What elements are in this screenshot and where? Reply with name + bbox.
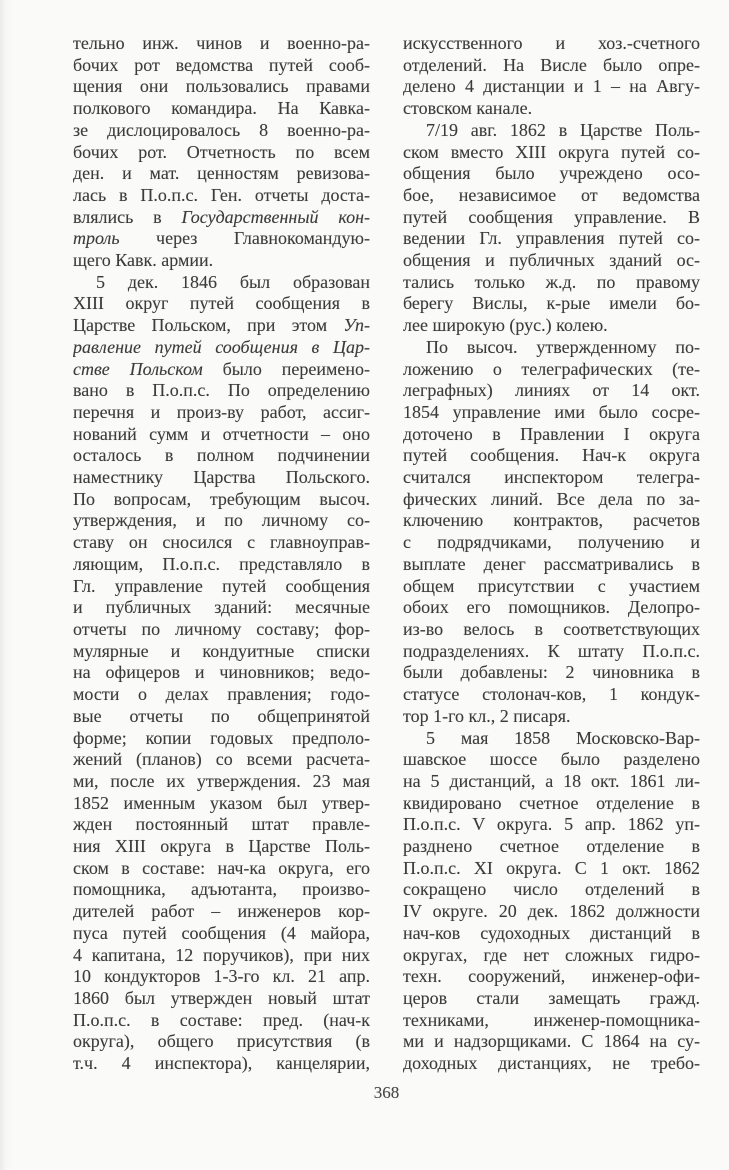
text-line bbox=[403, 576, 700, 598]
text-run: обоих его помощников. Делопро- bbox=[403, 597, 700, 618]
text-line bbox=[403, 684, 700, 706]
text-run: П.о.п.с. XI округа. С 1 окт. 1862 bbox=[403, 857, 700, 878]
text-run: лее широкую (рус.) колею. bbox=[403, 315, 608, 336]
text-line bbox=[403, 532, 700, 554]
text-run: 1852 именным указом был утвер- bbox=[73, 792, 370, 813]
text-line bbox=[73, 576, 370, 598]
text-line bbox=[73, 76, 370, 98]
text-run: щения они пользовались правами bbox=[73, 76, 370, 97]
text-line bbox=[403, 793, 700, 815]
italic-text: Уп- bbox=[343, 315, 370, 336]
text-run: По вопросам, требующим высоч. bbox=[73, 488, 370, 509]
text-line bbox=[403, 163, 700, 185]
text-line bbox=[403, 76, 700, 98]
text-line bbox=[403, 510, 700, 532]
text-line bbox=[73, 1031, 370, 1053]
text-line bbox=[73, 1010, 370, 1032]
text-run: тельно инж. чинов и военно-ра- bbox=[73, 33, 370, 53]
page-number: 368 bbox=[373, 1083, 400, 1102]
text-line bbox=[403, 55, 700, 77]
text-line bbox=[73, 55, 370, 77]
text-run: путей сообщения. Нач-к округа bbox=[403, 445, 700, 466]
text-line bbox=[403, 142, 700, 164]
text-run: на офицеров и чиновников; ведо- bbox=[73, 662, 370, 683]
text-line bbox=[403, 662, 700, 684]
text-run: леграфных) линиях от 14 окт. bbox=[403, 380, 700, 401]
text-line bbox=[73, 228, 370, 250]
paragraph bbox=[403, 728, 700, 1075]
text-line bbox=[73, 315, 370, 337]
text-run: считался инспектором телегра- bbox=[403, 467, 700, 488]
text-line bbox=[73, 554, 370, 576]
text-run: 5 дек. 1846 был образован bbox=[96, 271, 370, 292]
text-run: тор 1-го кл., 2 писаря. bbox=[403, 705, 571, 726]
text-run: 7/19 авг. 1862 в Царстве Поль- bbox=[426, 119, 700, 140]
text-line bbox=[403, 33, 700, 55]
text-line bbox=[73, 901, 370, 923]
text-line bbox=[73, 489, 370, 511]
text-run: искусственного и хоз.-счетного bbox=[403, 33, 700, 53]
text-run: доточено в Правлении I округа bbox=[403, 423, 700, 444]
text-line bbox=[73, 749, 370, 771]
text-run: утверждения, и по личному со- bbox=[73, 510, 370, 531]
text-line bbox=[403, 315, 700, 337]
text-run: с подрядчиками, получению и bbox=[403, 532, 700, 553]
text-line bbox=[73, 402, 370, 424]
text-line bbox=[73, 662, 370, 684]
text-run: пуса путей сообщения (4 майора, bbox=[73, 922, 370, 943]
text-run: общения и публичных зданий ос- bbox=[403, 250, 700, 271]
text-run: П.о.п.с. V округа. 5 апр. 1862 уп- bbox=[403, 814, 700, 835]
text-run: жений (планов) со всеми расчета- bbox=[73, 749, 370, 770]
text-run: 5 мая 1858 Московско-Вар- bbox=[426, 727, 700, 748]
text-run: делено 4 дистанции и 1 – на Авгу- bbox=[403, 76, 700, 97]
text-run: XIII округ путей сообщения в bbox=[73, 293, 370, 314]
paragraph bbox=[73, 33, 370, 272]
text-line bbox=[73, 1053, 370, 1075]
text-run: ключению контрактов, расчетов bbox=[403, 510, 700, 531]
text-line bbox=[73, 728, 370, 750]
text-run: техн. сооружений, инженер-офи- bbox=[403, 966, 700, 987]
text-run: общения было учреждено осо- bbox=[403, 163, 700, 184]
text-run: П.о.п.с. в составе: пред. (нач-к bbox=[73, 1009, 370, 1030]
text-run: перечня и произ-ву работ, ассиг- bbox=[73, 401, 370, 422]
text-run: ском в составе: нач-ка округа, его bbox=[73, 857, 370, 878]
text-line bbox=[73, 945, 370, 967]
text-line bbox=[403, 402, 700, 424]
text-run: статусе столонач-ков, 1 кондук- bbox=[403, 684, 700, 705]
paragraph bbox=[403, 120, 700, 337]
italic-text: Государственный кон- bbox=[181, 206, 370, 227]
text-run: отчеты по личному составу; фор- bbox=[73, 618, 370, 639]
text-line bbox=[73, 142, 370, 164]
text-line bbox=[73, 619, 370, 641]
text-run: ляющим, П.о.п.с. представляло в bbox=[73, 553, 370, 574]
text-line bbox=[73, 532, 370, 554]
text-line bbox=[403, 489, 700, 511]
text-run: 1860 был утвержден новый штат bbox=[73, 987, 370, 1008]
text-line bbox=[403, 749, 700, 771]
text-line bbox=[403, 98, 700, 120]
text-run: округах, где нет сложных гидро- bbox=[403, 944, 700, 965]
text-run: бое, независимое от ведомства bbox=[403, 184, 700, 205]
text-line bbox=[403, 185, 700, 207]
text-run: наместнику Царства Польского. bbox=[73, 467, 370, 488]
paragraph bbox=[403, 33, 700, 120]
text-line bbox=[73, 879, 370, 901]
text-run: лась в П.о.п.с. Ген. отчеты доста- bbox=[73, 184, 370, 205]
text-line bbox=[73, 163, 370, 185]
text-line bbox=[73, 510, 370, 532]
text-run: нований сумм и отчетности – оно bbox=[73, 423, 370, 444]
text-run: дителей работ – инженеров кор- bbox=[73, 901, 370, 922]
text-run: квидировано счетное отделение в bbox=[403, 792, 700, 813]
text-line bbox=[73, 33, 370, 55]
text-line bbox=[73, 836, 370, 858]
text-line bbox=[73, 706, 370, 728]
text-run: отделений. На Висле было опре- bbox=[403, 54, 700, 75]
text-line bbox=[403, 1053, 700, 1075]
text-line bbox=[73, 771, 370, 793]
text-run: ставу он сносился с главноуправ- bbox=[73, 532, 370, 553]
text-line bbox=[403, 554, 700, 576]
text-run: фических линий. Все дела по за- bbox=[403, 488, 700, 509]
text-line bbox=[403, 966, 700, 988]
text-line bbox=[73, 293, 370, 315]
text-line bbox=[403, 641, 700, 663]
text-line bbox=[73, 185, 370, 207]
text-line bbox=[403, 337, 700, 359]
text-run: берегу Вислы, к-рые имели бо- bbox=[403, 293, 700, 314]
text-line bbox=[403, 293, 700, 315]
text-run: Царстве Польском, при этом bbox=[73, 315, 344, 336]
text-run: т.ч. 4 инспектора), канцелярии, bbox=[73, 1053, 370, 1074]
text-line bbox=[403, 228, 700, 250]
text-line bbox=[73, 207, 370, 229]
text-line bbox=[403, 945, 700, 967]
text-line bbox=[403, 923, 700, 945]
text-line bbox=[73, 966, 370, 988]
text-line bbox=[403, 988, 700, 1010]
text-run: на 5 дистанций, а 18 окт. 1861 ли- bbox=[403, 770, 700, 791]
text-run: мулярные и кондуитные списки bbox=[73, 640, 370, 661]
text-run: из-во велось в соответствующих bbox=[403, 618, 700, 639]
text-run: разднено счетное отделение в bbox=[403, 836, 700, 857]
text-line bbox=[73, 337, 370, 359]
text-line bbox=[403, 467, 700, 489]
text-run: было переимено- bbox=[202, 358, 370, 379]
text-line bbox=[73, 858, 370, 880]
text-run: общем присутствии с участием bbox=[403, 575, 700, 596]
text-columns bbox=[73, 33, 700, 1075]
text-line bbox=[73, 250, 370, 272]
column-left bbox=[73, 33, 370, 1075]
text-run: ведении Гл. управления путей со- bbox=[403, 228, 700, 249]
text-run: помощника, адъютанта, произво- bbox=[73, 879, 370, 900]
text-line bbox=[403, 814, 700, 836]
text-line bbox=[73, 793, 370, 815]
text-run: путей сообщения управление. В bbox=[403, 206, 700, 227]
text-line bbox=[73, 684, 370, 706]
text-run: вые отчеты по общепринятой bbox=[73, 705, 370, 726]
text-run: 4 капитана, 12 поручиков), при них bbox=[73, 944, 370, 965]
text-run: мости о делах правления; годо- bbox=[73, 684, 370, 705]
text-run: вано в П.о.п.с. По определению bbox=[73, 380, 370, 401]
text-run: 10 кондукторов 1-3-го кл. 21 апр. bbox=[73, 966, 370, 987]
text-line bbox=[403, 120, 700, 142]
text-run: форме; копии годовых предполо- bbox=[73, 727, 370, 748]
text-line bbox=[403, 380, 700, 402]
italic-text: троль bbox=[73, 228, 120, 249]
text-run: бочих рот ведомства путей сооб- bbox=[73, 54, 370, 75]
text-line bbox=[73, 814, 370, 836]
text-line bbox=[403, 728, 700, 750]
paragraph bbox=[73, 272, 370, 1075]
text-run: выплате денег рассматривались в bbox=[403, 553, 700, 574]
text-line bbox=[403, 250, 700, 272]
text-line bbox=[73, 120, 370, 142]
text-line bbox=[73, 424, 370, 446]
text-run: бочих рот. Отчетность по всем bbox=[73, 141, 370, 162]
text-run: щего Кавк. армии. bbox=[73, 250, 214, 271]
text-run: ми и надзорщиками. С 1864 на су- bbox=[403, 1031, 700, 1052]
text-run: осталось в полном подчинении bbox=[73, 445, 370, 466]
text-line bbox=[403, 1031, 700, 1053]
text-run: 1854 управление ими было сосре- bbox=[403, 401, 700, 422]
text-line bbox=[73, 923, 370, 945]
text-run: стовском канале. bbox=[403, 98, 533, 119]
text-run: тались только ж.д. по правому bbox=[403, 271, 700, 292]
text-run: через Главнокомандую- bbox=[119, 228, 370, 249]
column-right bbox=[403, 33, 700, 1075]
text-run: церов стали замещать гражд. bbox=[403, 987, 700, 1008]
text-run: ском вместо XIII округа путей со- bbox=[403, 141, 700, 162]
text-run: подразделениях. К штату П.о.п.с. bbox=[403, 640, 700, 661]
paragraph bbox=[403, 337, 700, 728]
text-line bbox=[403, 597, 700, 619]
text-line bbox=[73, 445, 370, 467]
text-run: Гл. управление путей сообщения bbox=[73, 575, 370, 596]
text-run: техниками, инженер-помощника- bbox=[403, 1009, 700, 1030]
text-line bbox=[403, 619, 700, 641]
text-line bbox=[403, 879, 700, 901]
text-line bbox=[73, 597, 370, 619]
text-run: округа), общего присутствия (в bbox=[73, 1031, 370, 1052]
text-line bbox=[73, 467, 370, 489]
text-run: ния XIII округа в Царстве Поль- bbox=[73, 836, 370, 857]
text-run: IV округе. 20 дек. 1862 должности bbox=[403, 901, 700, 922]
text-line bbox=[403, 272, 700, 294]
text-run: ложению о телеграфических (те- bbox=[403, 358, 700, 379]
text-line bbox=[403, 771, 700, 793]
text-line bbox=[403, 1010, 700, 1032]
text-run: влялись в bbox=[73, 206, 182, 227]
text-line bbox=[73, 359, 370, 381]
text-line bbox=[73, 272, 370, 294]
text-line bbox=[403, 706, 700, 728]
text-line bbox=[403, 359, 700, 381]
page-footer bbox=[73, 1083, 700, 1103]
text-run: шавское шоссе было разделено bbox=[403, 749, 700, 770]
text-line bbox=[403, 836, 700, 858]
italic-text: стве Польском bbox=[73, 358, 203, 379]
text-run: По высоч. утвержденному по- bbox=[426, 336, 700, 357]
text-line bbox=[73, 988, 370, 1010]
text-line bbox=[73, 641, 370, 663]
text-line bbox=[403, 445, 700, 467]
italic-text: равление путей сообщения в Цар- bbox=[73, 336, 370, 357]
text-line bbox=[403, 207, 700, 229]
text-line bbox=[403, 424, 700, 446]
text-run: нач-ков судоходных дистанций в bbox=[403, 922, 700, 943]
text-run: ден. и мат. ценностям ревизова- bbox=[73, 163, 370, 184]
text-run: сокращено число отделений в bbox=[403, 879, 700, 900]
text-line bbox=[403, 858, 700, 880]
text-run: и публичных зданий: месячные bbox=[73, 597, 370, 618]
text-line bbox=[73, 380, 370, 402]
text-run: ми, после их утверждения. 23 мая bbox=[73, 770, 370, 791]
text-run: были добавлены: 2 чиновника в bbox=[403, 662, 700, 683]
text-run: полкового командира. На Кавка- bbox=[73, 98, 370, 119]
text-run: доходных дистанциях, не требо- bbox=[403, 1053, 700, 1074]
text-line bbox=[73, 98, 370, 120]
text-line bbox=[403, 901, 700, 923]
text-run: жден постоянный штат правле- bbox=[73, 814, 370, 835]
text-run: зе дислоцировалось 8 военно-ра- bbox=[73, 119, 370, 140]
